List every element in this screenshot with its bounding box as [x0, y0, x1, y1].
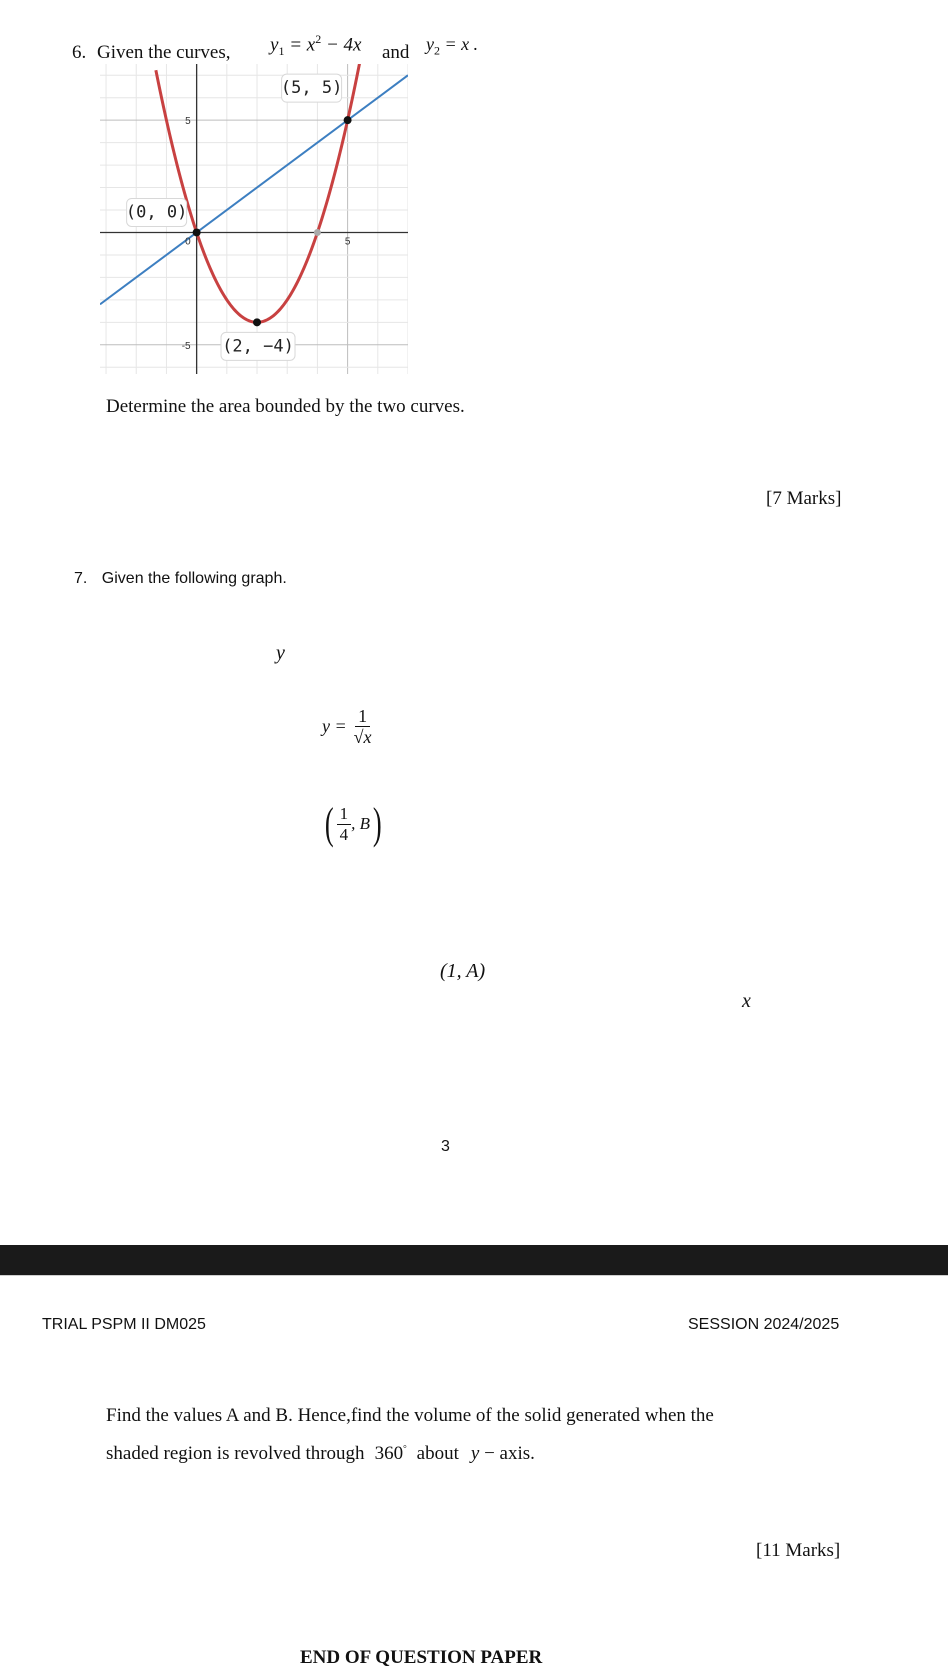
parabola-series: [156, 64, 363, 322]
x-tick-label: 0: [185, 236, 191, 248]
and-word: and: [382, 42, 410, 63]
q6-marks: [7 Marks]: [766, 488, 842, 509]
point-b-label: ( $\frac{1}{4}$ , B ): [324, 799, 382, 848]
end-of-paper: END OF QUESTION PAPER: [300, 1647, 543, 1668]
q6-task: Determine the area bounded by the two curves.: [106, 396, 465, 417]
question-intro: Given the curves,: [97, 42, 231, 63]
header-right: SESSION 2024/2025: [688, 1316, 840, 1333]
page-break-bar: [0, 1245, 948, 1275]
question-intro: Given the following graph.: [101, 570, 287, 587]
q6-graph: [100, 64, 408, 374]
point-marker: [193, 228, 201, 236]
point-marker: [344, 116, 352, 124]
line-series: [100, 75, 408, 304]
point-label: (2, −4): [222, 336, 294, 357]
point-marker: [253, 318, 261, 326]
page-number: 3: [441, 1138, 450, 1155]
y-axis-label: y: [276, 642, 285, 664]
y-tick-label: -5: [181, 340, 191, 352]
y-tick-label: 5: [185, 116, 191, 128]
angle-value: 360°: [374, 1443, 407, 1464]
q7-task-line-2: shaded region is revolved through 360° about y − axis.: [106, 1443, 535, 1464]
tick-labels: [182, 116, 351, 352]
page-break-line: [0, 1275, 948, 1276]
function-label: y = $\frac{1}{√x}$: [322, 706, 372, 747]
x-tick-label: 5: [344, 236, 351, 248]
question-number: 6.: [72, 42, 87, 63]
root-marker: [314, 229, 321, 236]
point-a-label: (1, A): [440, 960, 486, 982]
question-6-header: [72, 42, 230, 64]
point-label: (0, 0): [125, 202, 188, 223]
question-number: 7.: [74, 570, 88, 587]
series-group: [100, 64, 408, 322]
question-7-header: [74, 570, 287, 588]
q7-marks: [11 Marks]: [756, 1540, 841, 1561]
curve-2-equation: $y_2 = x$ .: [426, 34, 478, 58]
x-axis-label: x: [742, 990, 751, 1012]
header-left: TRIAL PSPM II DM025: [42, 1316, 206, 1333]
curve-1-equation: $y_1 = x^2 - 4x$: [270, 32, 362, 59]
q7-task-line-1: Find the values A and B. Hence,find the volume of the solid generated when the: [106, 1405, 714, 1426]
point-label: (5, 5): [280, 78, 343, 99]
